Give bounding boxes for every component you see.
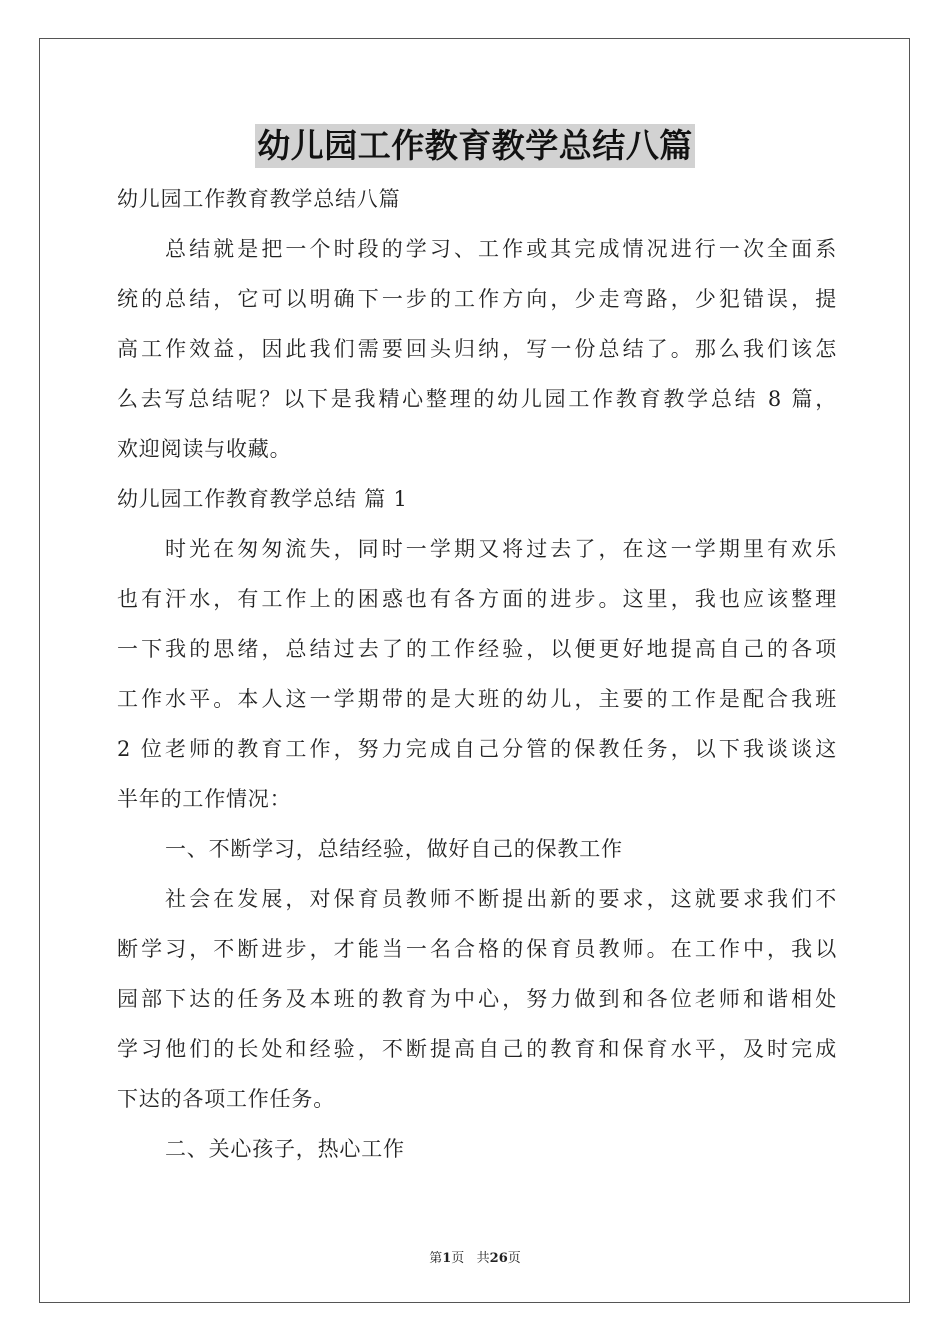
text-line: 园部下达的任务及本班的教育为中心，努力做到和各位老师和谐相处 [117, 987, 837, 1011]
text-line: 一下我的思绪，总结过去了的工作经验，以便更好地提高自己的各项 [117, 637, 837, 661]
text-line: 幼儿园工作教育教学总结八篇 [117, 187, 401, 211]
text-line: 么去写总结呢？以下是我精心整理的幼儿园工作教育教学总结 8 篇， [117, 387, 837, 411]
text-line: 断学习，不断进步，才能当一名合格的保育员教师。在工作中，我以 [117, 937, 837, 961]
text-line: 2 位老师的教育工作，努力完成自己分管的保教任务，以下我谈谈这 [117, 737, 837, 761]
page-footer [0, 1247, 950, 1266]
current-page-number: 1 [442, 1251, 452, 1266]
page-label-suffix: 页 [507, 1251, 521, 1266]
text-line: 时光在匆匆流失，同时一学期又将过去了，在这一学期里有欢乐 [165, 537, 837, 561]
text-line: 二、关心孩子，热心工作 [165, 1137, 405, 1161]
text-line: 一、不断学习，总结经验，做好自己的保教工作 [165, 837, 623, 861]
text-line: 总结就是把一个时段的学习、工作或其完成情况进行一次全面系 [165, 237, 837, 261]
text-line: 学习他们的长处和经验，不断提高自己的教育和保育水平，及时完成 [117, 1037, 837, 1061]
text-line: 高工作效益，因此我们需要回头归纳，写一份总结了。那么我们该怎 [117, 337, 837, 361]
document-body [117, 174, 837, 1174]
title-container [0, 124, 950, 168]
page-label-prefix: 第 [429, 1251, 443, 1266]
text-line: 社会在发展，对保育员教师不断提出新的要求，这就要求我们不 [165, 887, 837, 911]
text-line: 也有汗水，有工作上的困惑也有各方面的进步。这里，我也应该整理 [117, 587, 837, 611]
text-line: 幼儿园工作教育教学总结 篇 1 [117, 487, 408, 511]
text-line: 欢迎阅读与收藏。 [117, 437, 292, 461]
page-label-mid: 页 共 [451, 1251, 490, 1266]
text-line: 下达的各项工作任务。 [117, 1087, 335, 1111]
document-title: 幼儿园工作教育教学总结八篇 [255, 124, 695, 168]
total-page-count: 26 [489, 1251, 508, 1266]
text-line: 工作水平。本人这一学期带的是大班的幼儿，主要的工作是配合我班 [117, 687, 837, 711]
text-line: 统的总结，它可以明确下一步的工作方向，少走弯路，少犯错误，提 [117, 287, 837, 311]
text-line: 半年的工作情况： [117, 787, 292, 811]
